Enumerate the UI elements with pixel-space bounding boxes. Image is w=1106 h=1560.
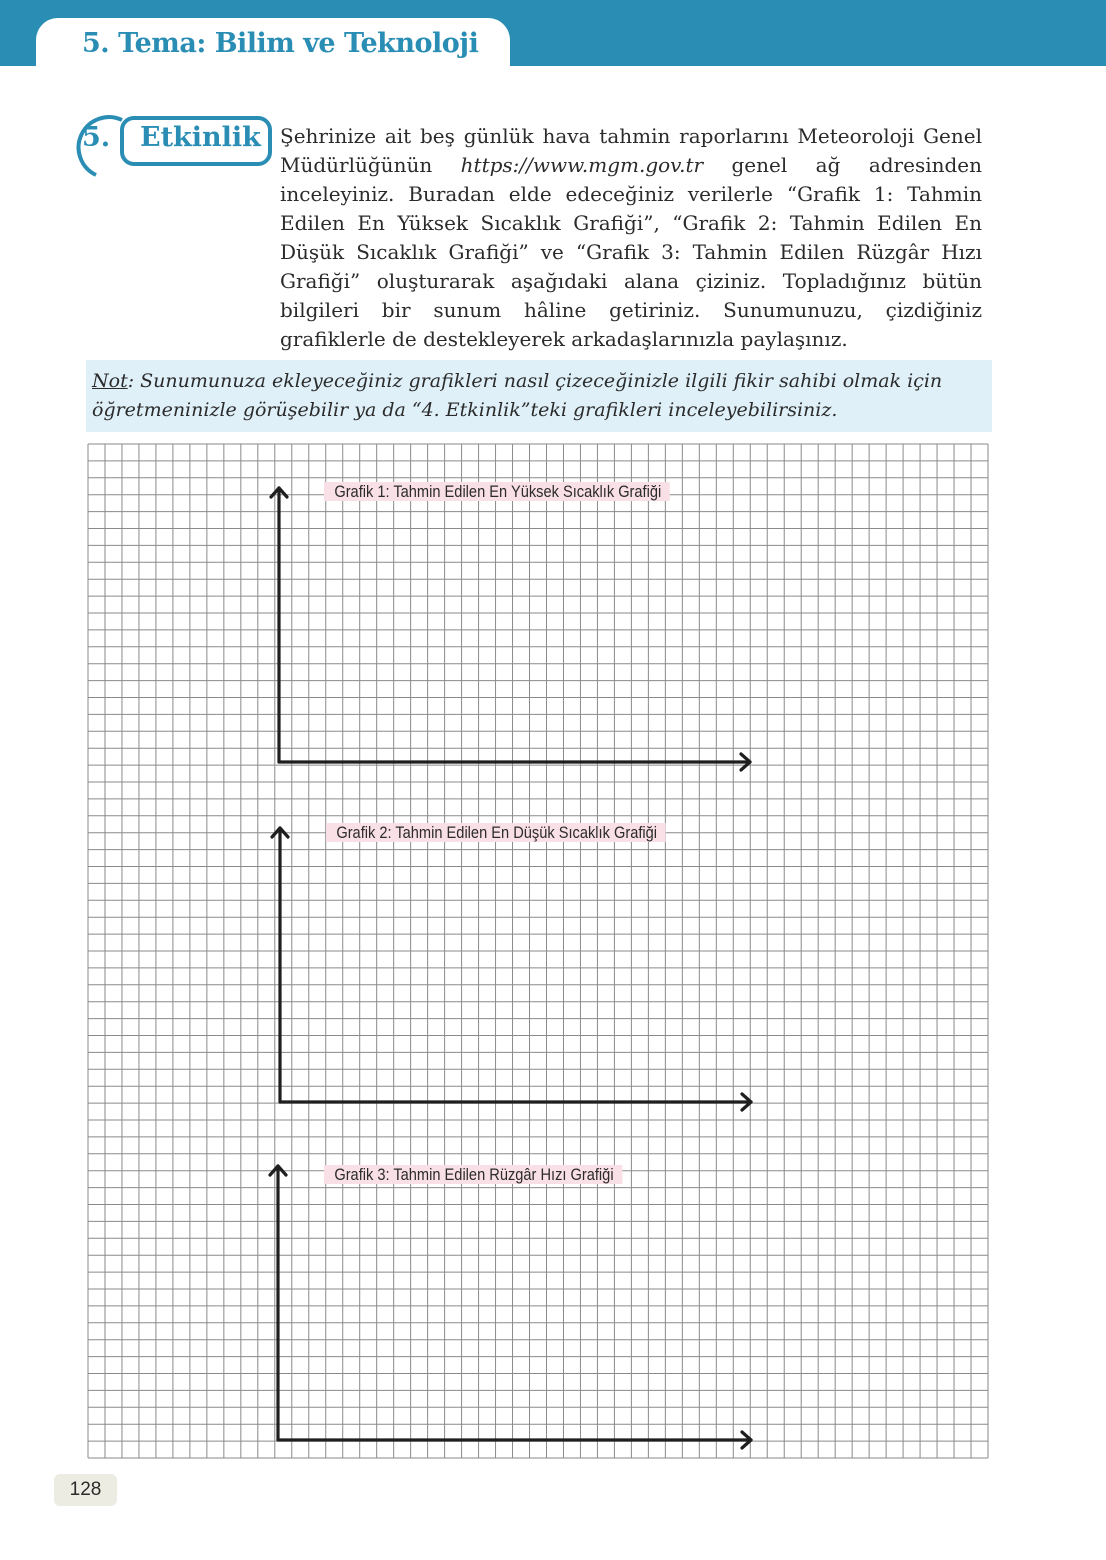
chart-3-axes	[270, 1166, 751, 1448]
theme-title: 5. Tema: Bilim ve Teknoloji	[82, 28, 479, 59]
activity-label: Etkinlik	[140, 122, 261, 153]
page-number: 128	[54, 1474, 117, 1506]
activity-number: 5.	[82, 122, 111, 153]
chart-2-title: Grafik 2: Tahmin Edilen En Düşük Sıcaklık Grafiği	[326, 823, 666, 842]
chart-2-axes	[272, 828, 751, 1110]
chart-3-title: Grafik 3: Tahmin Edilen Rüzgâr Hızı Grafiği	[324, 1165, 622, 1184]
chart-1-title: Grafik 1: Tahmin Edilen En Yüksek Sıcaklık Grafiği	[324, 482, 670, 501]
note-body: : Sunumunuza ekleyeceğiniz grafikleri nasıl çizeceğinizle ilgili fikir sahibi olmak için öğretmeninizle görüşebilir ya da “4. Etkinlik”teki grafikleri inceleyebilirsiniz.	[92, 370, 943, 421]
instructions-url: https://www.mgm.gov.tr	[460, 153, 704, 177]
note-lead: Not	[92, 370, 128, 392]
instructions-text-1: Şehrinize ait beş günlük hava tahmin raporlarını Meteoroloji Genel Müdürlüğünün	[280, 124, 982, 177]
grid-lines	[88, 444, 988, 1458]
instructions-text-2: genel ağ adresinden inceleyiniz. Buradan elde edeceğiniz verilerle “Grafik 1: Tahmin Edilen En Yüksek Sıcaklık Grafiği”, “Grafik 2: Tahmin Edilen En Düşük Sıcaklık Grafiği” ve “Grafik 3: Tahmin Edilen Rüzgâr Hızı Grafiği” oluşturarak aşağıdaki alana çiziniz. Topladığınız bütün bilgileri bir sunum hâline getiriniz. Sunumunuzu, çizdiğiniz grafiklerle de destekleyerek arkadaşlarınızla paylaşınız.	[280, 153, 983, 351]
